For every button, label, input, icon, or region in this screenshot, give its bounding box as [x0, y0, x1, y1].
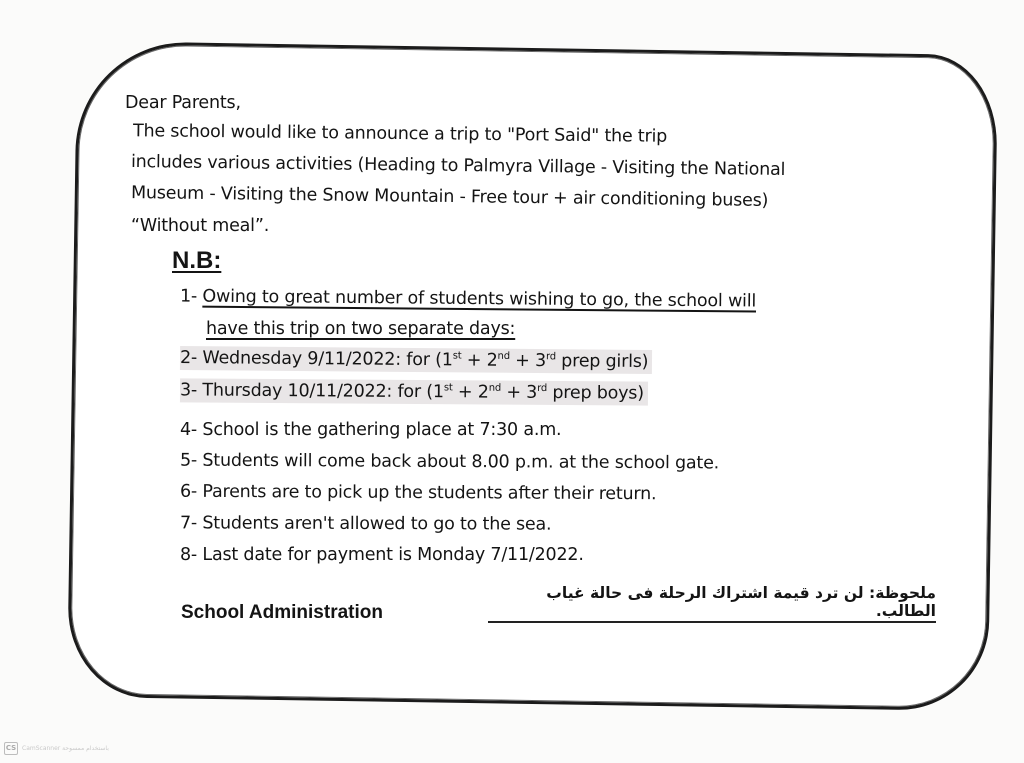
intro-line-2: includes various activities (Heading to Palmyra Village - Visiting the National — [130, 152, 786, 180]
item-number: 1- — [179, 286, 203, 307]
ordinal-suffix: nd — [497, 350, 510, 362]
intro-line-1: The school would like to announce a trip to "Port Said" the trip — [132, 121, 668, 147]
list-item-3 — [180, 380, 648, 403]
arabic-note: ملحوظة: لن ترد قيمة اشتراك الرحلة فى حالة غياب الطالب. — [488, 584, 936, 623]
list-item-1 — [180, 286, 756, 311]
item-text: + 2 — [452, 382, 489, 403]
ordinal-suffix: rd — [545, 351, 556, 363]
ordinal-suffix: rd — [537, 383, 548, 395]
item-text: prep boys) — [546, 382, 644, 404]
list-item-4: 4- School is the gathering place at 7:30 a.m. — [180, 420, 562, 440]
item-text: prep girls) — [555, 351, 649, 373]
list-item-7: 7- Students aren't allowed to go to the sea. — [179, 513, 552, 535]
ordinal-suffix: st — [452, 350, 462, 362]
list-item-1-continued — [206, 319, 515, 339]
item-number: 2- — [179, 347, 203, 369]
list-item-6: 6- Parents are to pick up the students after their return. — [179, 481, 657, 505]
ordinal-suffix: st — [443, 382, 453, 394]
item-text: have this trip on two separate days: — [206, 319, 516, 339]
item-text: + 3 — [509, 350, 547, 372]
greeting: Dear Parents, — [125, 93, 241, 113]
camscanner-logo-icon: CS — [4, 742, 18, 755]
list-item-8: 8- Last date for payment is Monday 7/11/2022. — [180, 545, 584, 565]
signature: School Administration — [181, 602, 383, 623]
scanner-watermark — [4, 742, 109, 755]
item-text: + 2 — [461, 350, 498, 371]
intro-line-4: “Without meal”. — [131, 216, 270, 236]
highlighted-text — [180, 346, 653, 374]
nb-heading: N.B: — [172, 247, 222, 274]
intro-line-3: Museum - Visiting the Snow Mountain - Free tour + air conditioning buses) — [130, 183, 769, 211]
list-item-5: 5- Students will come back about 8.00 p.m. at the school gate. — [179, 450, 720, 474]
item-text: + 3 — [500, 382, 538, 403]
highlighted-text — [180, 378, 648, 405]
item-text: Wednesday 9/11/2022: for (1 — [202, 348, 453, 371]
item-text: Owing to great number of students wishing to go, the school will — [202, 286, 757, 312]
item-text: Thursday 10/11/2022: for (1 — [202, 380, 444, 403]
ordinal-suffix: nd — [488, 382, 502, 394]
list-item-2 — [180, 348, 653, 372]
watermark-text: CamScanner باستخدام ممسوحة — [22, 745, 109, 752]
item-number: 3- — [179, 380, 203, 401]
